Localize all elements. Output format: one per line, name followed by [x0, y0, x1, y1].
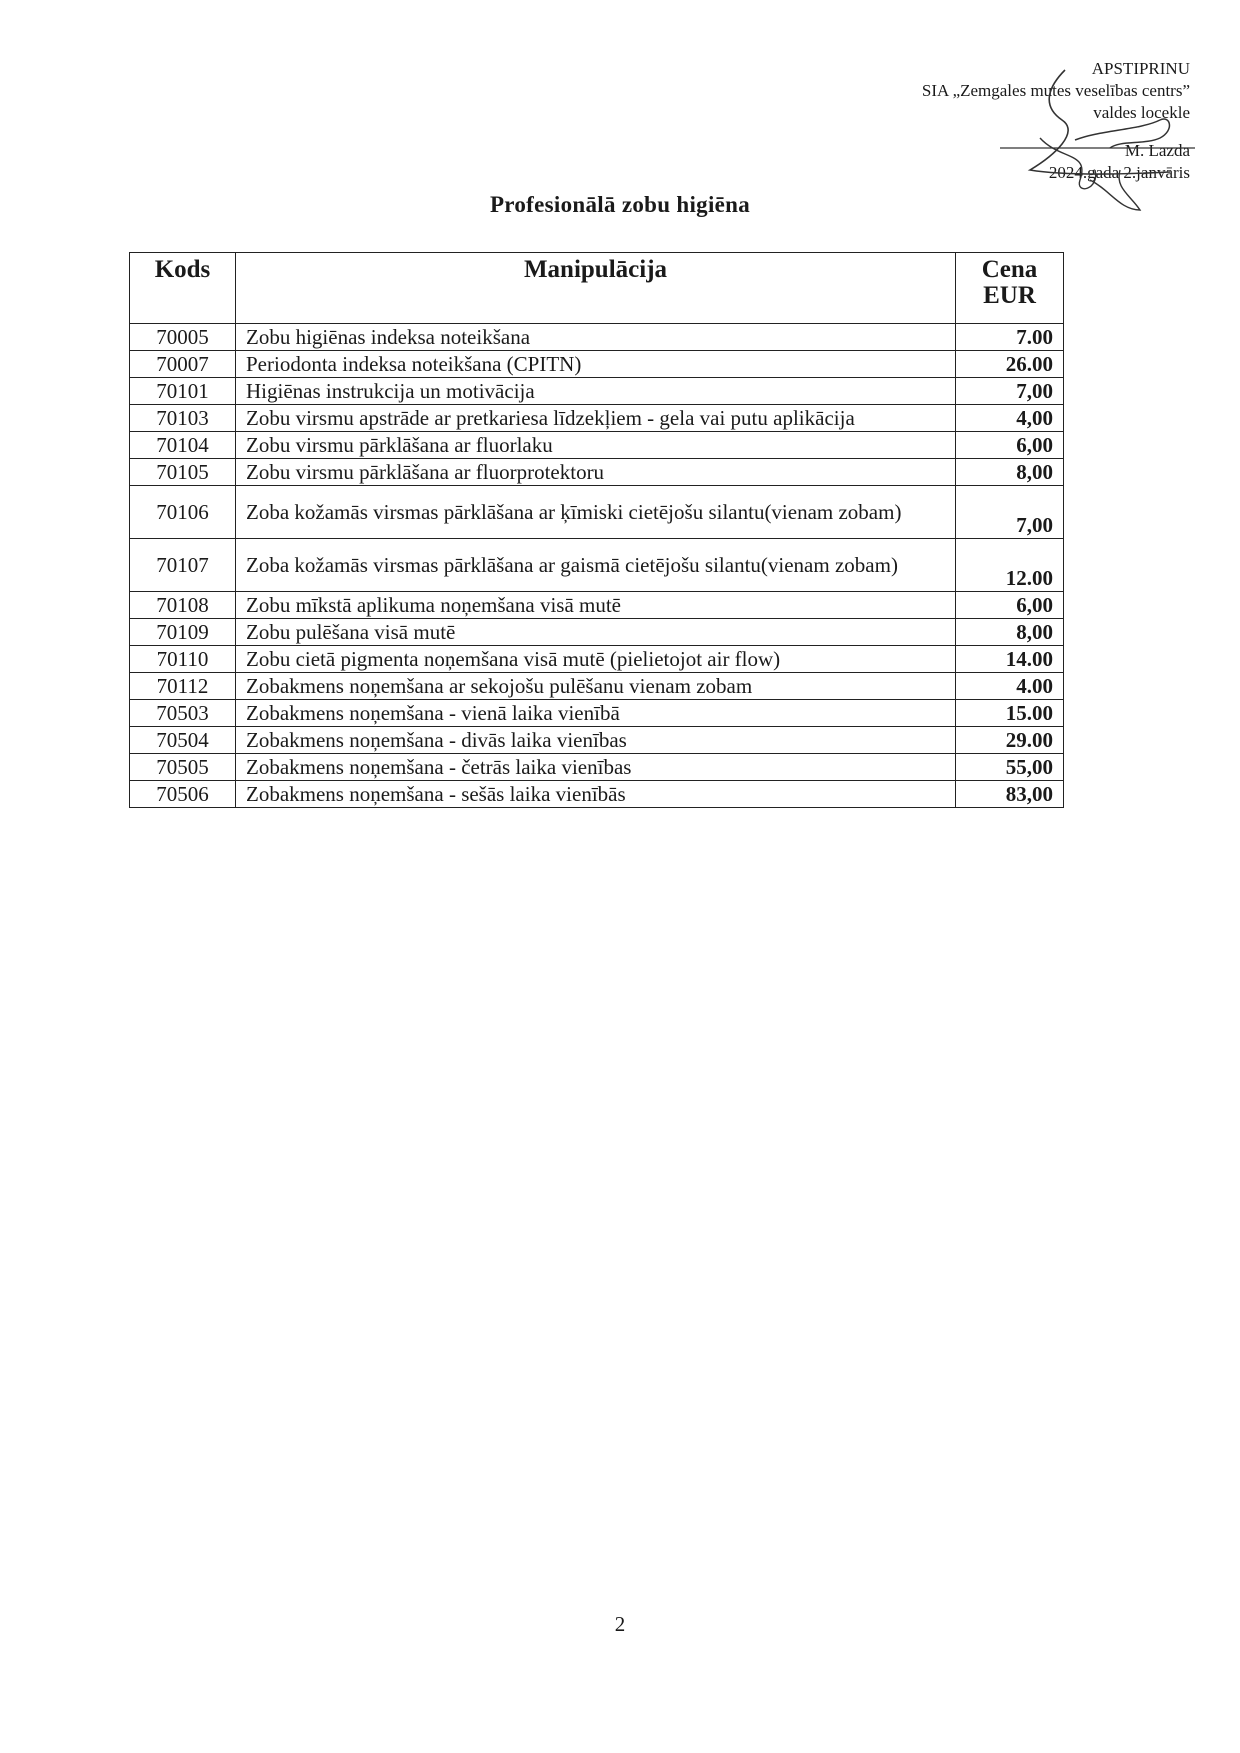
row-name: Zobakmens noņemšana - vienā laika vienībā	[236, 700, 956, 727]
table-row	[130, 700, 1064, 727]
table-row	[130, 405, 1064, 432]
row-code: 70107	[130, 539, 236, 592]
row-name: Zobakmens noņemšana - sešās laika vienībās	[236, 781, 956, 808]
approval-heading: APSTIPRINU	[1091, 59, 1190, 78]
row-price: 4,00	[956, 405, 1064, 432]
header-name: Manipulācija	[236, 253, 956, 324]
row-code: 70503	[130, 700, 236, 727]
row-code: 70110	[130, 646, 236, 673]
row-name: Zoba kožamās virsmas pārklāšana ar ķīmiski cietējošu silantu(vienam zobam)	[236, 486, 956, 539]
table-row	[130, 754, 1064, 781]
row-code: 70109	[130, 619, 236, 646]
header-price-currency: EUR	[983, 282, 1036, 309]
table-row	[130, 781, 1064, 808]
row-price: 26.00	[956, 351, 1064, 378]
row-name: Zobu virsmu pārklāšana ar fluorprotektoru	[236, 459, 956, 486]
row-name: Zobu virsmu apstrāde ar pretkariesa līdzekļiem - gela vai putu aplikācija	[236, 405, 956, 432]
row-name: Zoba kožamās virsmas pārklāšana ar gaismā cietējošu silantu(vienam zobam)	[236, 539, 956, 592]
approval-block	[830, 58, 1190, 184]
row-code: 70506	[130, 781, 236, 808]
row-code: 70108	[130, 592, 236, 619]
row-name: Zobakmens noņemšana - divās laika vienības	[236, 727, 956, 754]
table-row	[130, 351, 1064, 378]
row-code: 70505	[130, 754, 236, 781]
row-price: 6,00	[956, 592, 1064, 619]
row-price: 7,00	[956, 486, 1064, 539]
row-name: Periodonta indeksa noteikšana (CPITN)	[236, 351, 956, 378]
row-price: 8,00	[956, 459, 1064, 486]
row-price: 4.00	[956, 673, 1064, 700]
table-row	[130, 486, 1064, 539]
page-number: 2	[614, 1612, 626, 1636]
row-name: Zobakmens noņemšana - četrās laika vienības	[236, 754, 956, 781]
header-price	[956, 253, 1064, 324]
table-row	[130, 727, 1064, 754]
row-name: Zobu mīkstā aplikuma noņemšana visā mutē	[236, 592, 956, 619]
price-table	[129, 252, 1064, 808]
row-name: Zobu pulēšana visā mutē	[236, 619, 956, 646]
row-price: 12.00	[956, 539, 1064, 592]
row-code: 70106	[130, 486, 236, 539]
approval-company: SIA „Zemgales mutes veselības centrs”	[921, 81, 1190, 100]
table-row	[130, 619, 1064, 646]
row-name: Zobakmens noņemšana ar sekojošu pulēšanu vienam zobam	[236, 673, 956, 700]
approval-position: valdes locekle	[1093, 103, 1190, 122]
row-price: 55,00	[956, 754, 1064, 781]
table-row	[130, 646, 1064, 673]
row-name: Zobu higiēnas indeksa noteikšana	[236, 324, 956, 351]
row-code: 70101	[130, 378, 236, 405]
row-price: 6,00	[956, 432, 1064, 459]
row-code: 70007	[130, 351, 236, 378]
row-price: 15.00	[956, 700, 1064, 727]
table-row	[130, 459, 1064, 486]
table-body	[130, 324, 1064, 808]
row-code: 70104	[130, 432, 236, 459]
header-code: Kods	[130, 253, 236, 324]
approval-signer: M. Lazda	[1124, 141, 1190, 160]
table-row	[130, 673, 1064, 700]
table-row	[130, 378, 1064, 405]
header-price-label: Cena	[981, 256, 1038, 283]
row-code: 70504	[130, 727, 236, 754]
row-price: 14.00	[956, 646, 1064, 673]
table-row	[130, 432, 1064, 459]
row-name: Zobu cietā pigmenta noņemšana visā mutē (pielietojot air flow)	[236, 646, 956, 673]
table-row	[130, 592, 1064, 619]
table-row	[130, 539, 1064, 592]
row-name: Higiēnas instrukcija un motivācija	[236, 378, 956, 405]
row-price: 83,00	[956, 781, 1064, 808]
row-price: 29.00	[956, 727, 1064, 754]
row-code: 70105	[130, 459, 236, 486]
row-price: 7,00	[956, 378, 1064, 405]
row-name: Zobu virsmu pārklāšana ar fluorlaku	[236, 432, 956, 459]
row-price: 7.00	[956, 324, 1064, 351]
table-row	[130, 324, 1064, 351]
row-price: 8,00	[956, 619, 1064, 646]
row-code: 70005	[130, 324, 236, 351]
row-code: 70103	[130, 405, 236, 432]
table-header-row	[130, 253, 1064, 324]
row-code: 70112	[130, 673, 236, 700]
approval-date: 2024.gada 2.janvāris	[1048, 163, 1190, 182]
document-title: Profesionālā zobu higiēna	[489, 192, 751, 217]
